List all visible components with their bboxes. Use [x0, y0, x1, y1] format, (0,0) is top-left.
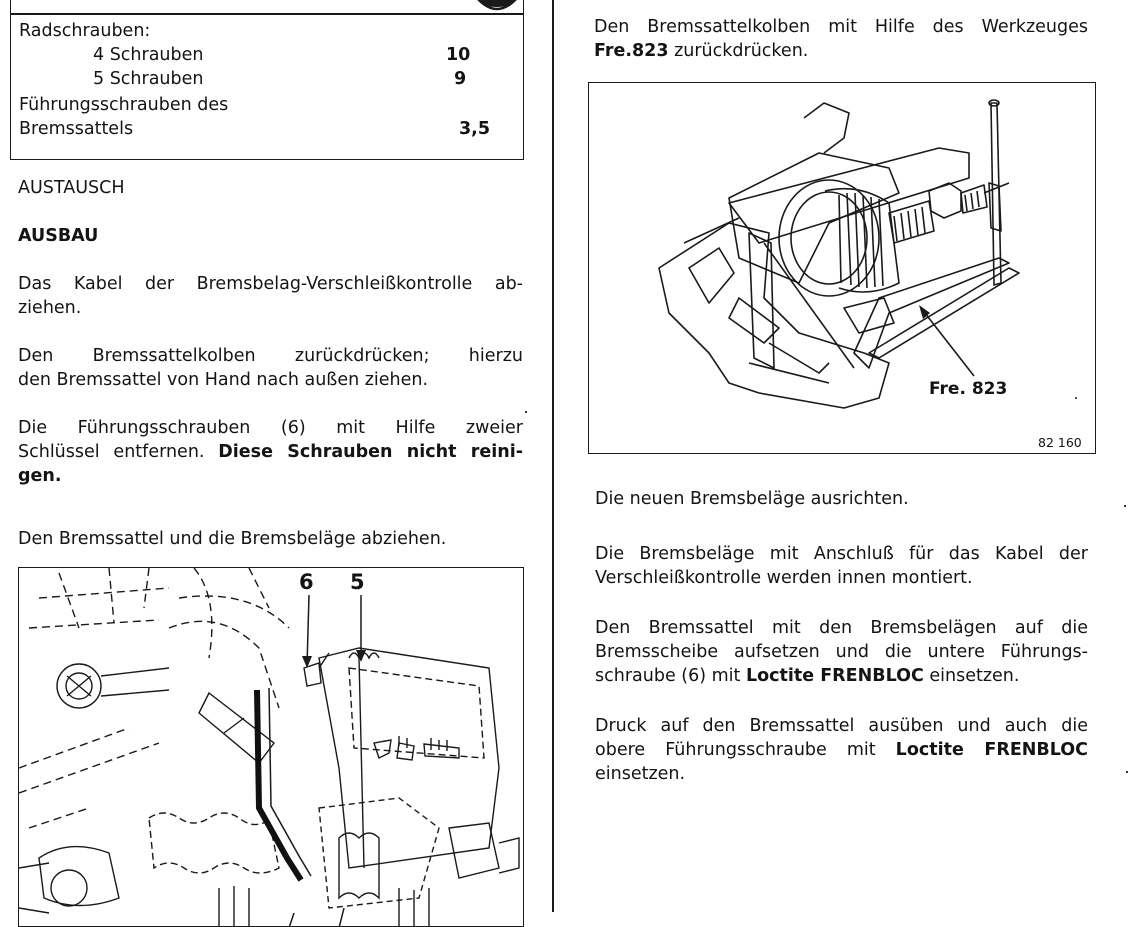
paragraph-line: gen.: [18, 466, 62, 486]
paragraph: [18, 416, 523, 488]
column-divider: [552, 0, 554, 912]
paragraph: Die neuen Bremsbeläge ausrichten.: [595, 489, 909, 509]
caliper-illustration: [19, 568, 524, 927]
torque-label: Radschrauben:: [19, 21, 151, 41]
figure-callout-6: 6: [299, 570, 314, 594]
figure-id: 82 160: [1038, 435, 1082, 450]
product-name: Loctite FRENBLOC: [745, 666, 924, 686]
caliper-removal-figure: [18, 567, 524, 927]
paragraph-line: [595, 664, 1088, 688]
paragraph-line: Das Kabel der Bremsbelag-Verschleißkontrolle ab-: [18, 274, 523, 294]
figure-callout-5: 5: [350, 570, 365, 594]
paragraph-line: Den Bremssattel mit den Bremsbelägen auf die: [595, 618, 1088, 638]
paragraph-line: den Bremssattel von Hand nach außen ziehen.: [18, 370, 429, 390]
heading-ausbau: AUSBAU: [18, 226, 99, 246]
paragraph: [595, 714, 1088, 786]
emblem-icon: [463, 0, 523, 14]
text-run: einsetzen.: [923, 666, 1020, 686]
paragraph-line: [594, 39, 1088, 63]
torque-value: 3,5: [459, 119, 491, 139]
tool-fre823-illustration: [589, 83, 1096, 454]
text-run: zurückdrücken.: [668, 41, 809, 61]
paragraph: Den Bremssattel und die Bremsbeläge abziehen.: [18, 529, 447, 549]
paragraph: [595, 542, 1088, 590]
paragraph-line: Die Bremsbeläge mit Anschluß für das Kabel der: [595, 544, 1088, 564]
scan-speck: [1124, 505, 1126, 507]
torque-row: [11, 117, 523, 141]
torque-label: 4 Schrauben: [93, 45, 204, 65]
text-run: Schlüssel entfernen.: [18, 442, 219, 462]
torque-row: [11, 67, 523, 91]
paragraph-line: ziehen.: [18, 298, 82, 318]
heading-austausch: AUSTAUSCH: [18, 178, 125, 198]
torque-table: [10, 0, 524, 160]
tool-reference: Fre.823: [594, 41, 669, 61]
torque-row: [11, 43, 523, 67]
paragraph-line: Druck auf den Bremssattel ausüben und auch die: [595, 716, 1088, 736]
paragraph-line: [18, 440, 523, 464]
paragraph-line: Den Bremssattelkolben zurückdrücken; hierzu: [18, 346, 523, 366]
torque-label: 5 Schrauben: [93, 69, 204, 89]
paragraph-line: Die Führungsschrauben (6) mit Hilfe zweier: [18, 418, 523, 438]
paragraph: [594, 15, 1088, 63]
paragraph-line: einsetzen.: [595, 764, 686, 784]
scan-speck: [525, 411, 527, 413]
tool-figure: [588, 82, 1096, 454]
torque-label: Führungsschrauben des: [19, 95, 229, 115]
paragraph: [595, 616, 1088, 688]
torque-label: Bremssattels: [19, 119, 134, 139]
text-run: obere Führungsschraube mit: [595, 740, 896, 760]
tool-label: Fre. 823: [929, 379, 1008, 399]
paragraph: [18, 272, 523, 320]
paragraph-line: Verschleißkontrolle werden innen montiert.: [595, 568, 973, 588]
torque-row: [11, 93, 523, 117]
paragraph-line: Den Bremssattelkolben mit Hilfe des Werkzeuges: [594, 17, 1088, 37]
paragraph-line: Bremsscheibe aufsetzen und die untere Führungs-: [595, 642, 1088, 662]
torque-row-header: [11, 19, 523, 43]
paragraph-line: [595, 738, 1088, 762]
torque-value: 10: [446, 45, 471, 65]
scan-speck: [1126, 771, 1128, 773]
emphasis-text: Diese Schrauben nicht reini-: [218, 442, 523, 462]
paragraph: [18, 344, 523, 392]
torque-value: 9: [454, 69, 467, 89]
text-run: schraube (6) mit: [595, 666, 746, 686]
product-name: Loctite FRENBLOC: [895, 740, 1089, 760]
